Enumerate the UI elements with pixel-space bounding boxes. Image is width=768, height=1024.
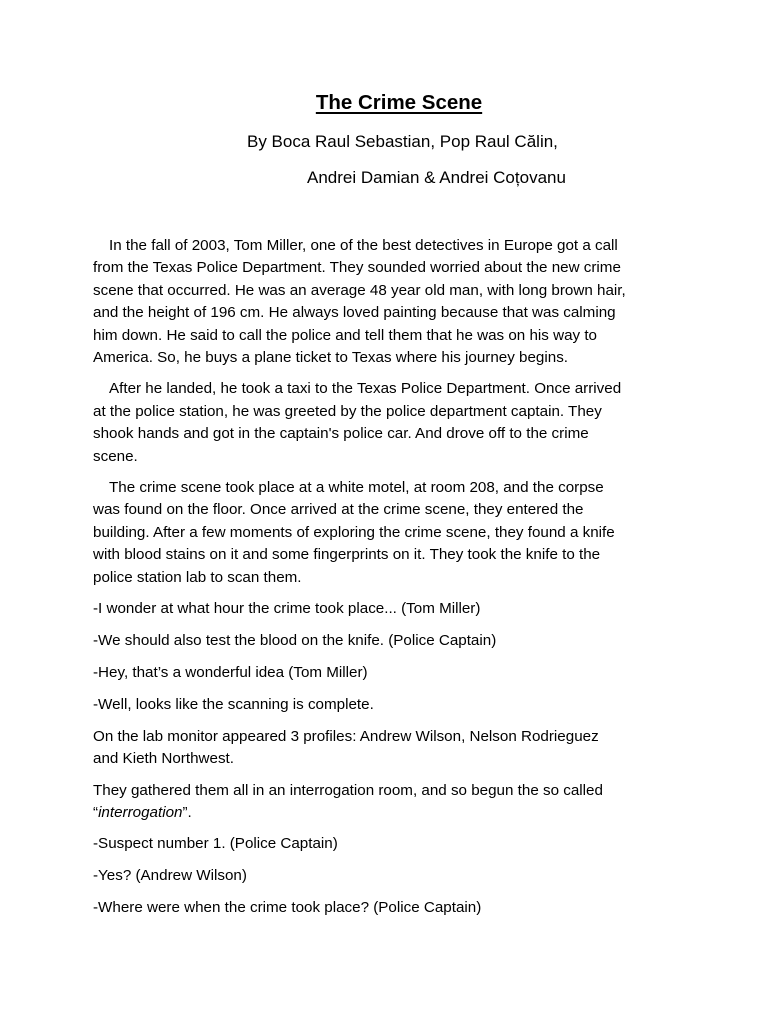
text-line: shook hands and got in the captain's police car. And drove off to the crime <box>93 425 589 443</box>
text-line: and the height of 196 cm. He always loved painting because that was calming <box>93 304 616 322</box>
paragraph-interrogation <box>93 780 678 825</box>
dialogue-line: -Hey, that’s a wonderful idea (Tom Miller) <box>93 663 368 681</box>
text-line: him down. He said to call the police and tell them that he was on his way to <box>93 326 597 344</box>
text-line: They gathered them all in an interrogation room, and so begun the so called <box>93 781 603 799</box>
text-line: The crime scene took place at a white motel, at room 208, and the corpse <box>109 479 604 497</box>
story-body <box>93 235 678 929</box>
dialogue-line: -We should also test the blood on the knife. (Police Captain) <box>93 632 497 649</box>
text-line: building. After a few moments of exploring the crime scene, they found a knife <box>93 523 615 541</box>
document-title: The Crime Scene <box>315 91 483 114</box>
text-line: at the police station, he was greeted by the police department captain. They <box>93 402 602 420</box>
paragraph-2 <box>93 378 678 468</box>
dialogue-line: -Well, looks like the scanning is complete. <box>93 695 374 713</box>
paragraph-profiles <box>93 726 678 771</box>
paragraph-1 <box>93 235 678 369</box>
dialogue-line: -Suspect number 1. (Police Captain) <box>93 835 338 853</box>
authors-line-1: By Boca Raul Sebastian, Pop Raul Călin, <box>247 132 558 151</box>
text-line: After he landed, he took a taxi to the Texas Police Department. Once arrived <box>109 380 622 398</box>
text-line: scene that occurred. He was an average 48 year old man, with long brown hair, <box>93 281 626 299</box>
paragraph-3 <box>93 477 678 589</box>
text-line: In the fall of 2003, Tom Miller, one of the best detectives in Europe got a call <box>109 237 618 254</box>
dialogue-line: -Yes? (Andrew Wilson) <box>93 867 247 885</box>
authors-line-2: Andrei Damian & Andrei Coțovanu <box>307 168 566 187</box>
text-line: America. So, he buys a plane ticket to Texas where his journey begins. <box>93 349 569 367</box>
text-line: from the Texas Police Department. They sounded worried about the new crime <box>93 259 621 277</box>
dialogue-line: -Where were when the crime took place? (Police Captain) <box>93 899 482 917</box>
text-line: On the lab monitor appeared 3 profiles: Andrew Wilson, Nelson Rodrieguez <box>93 727 599 745</box>
text-line: scene. <box>93 447 138 465</box>
text-line: and Kieth Northwest. <box>93 750 234 768</box>
text-line: with blood stains on it and some fingerprints on it. They took the knife to the <box>93 546 601 564</box>
text-line: was found on the floor. Once arrived at the crime scene, they entered the <box>93 501 584 519</box>
dialogue-line: -I wonder at what hour the crime took place... (Tom Miller) <box>93 600 481 618</box>
italic-term: interrogation <box>98 803 183 821</box>
text-line: “interrogation”. <box>93 803 192 821</box>
text-line: police station lab to scan them. <box>93 568 302 586</box>
